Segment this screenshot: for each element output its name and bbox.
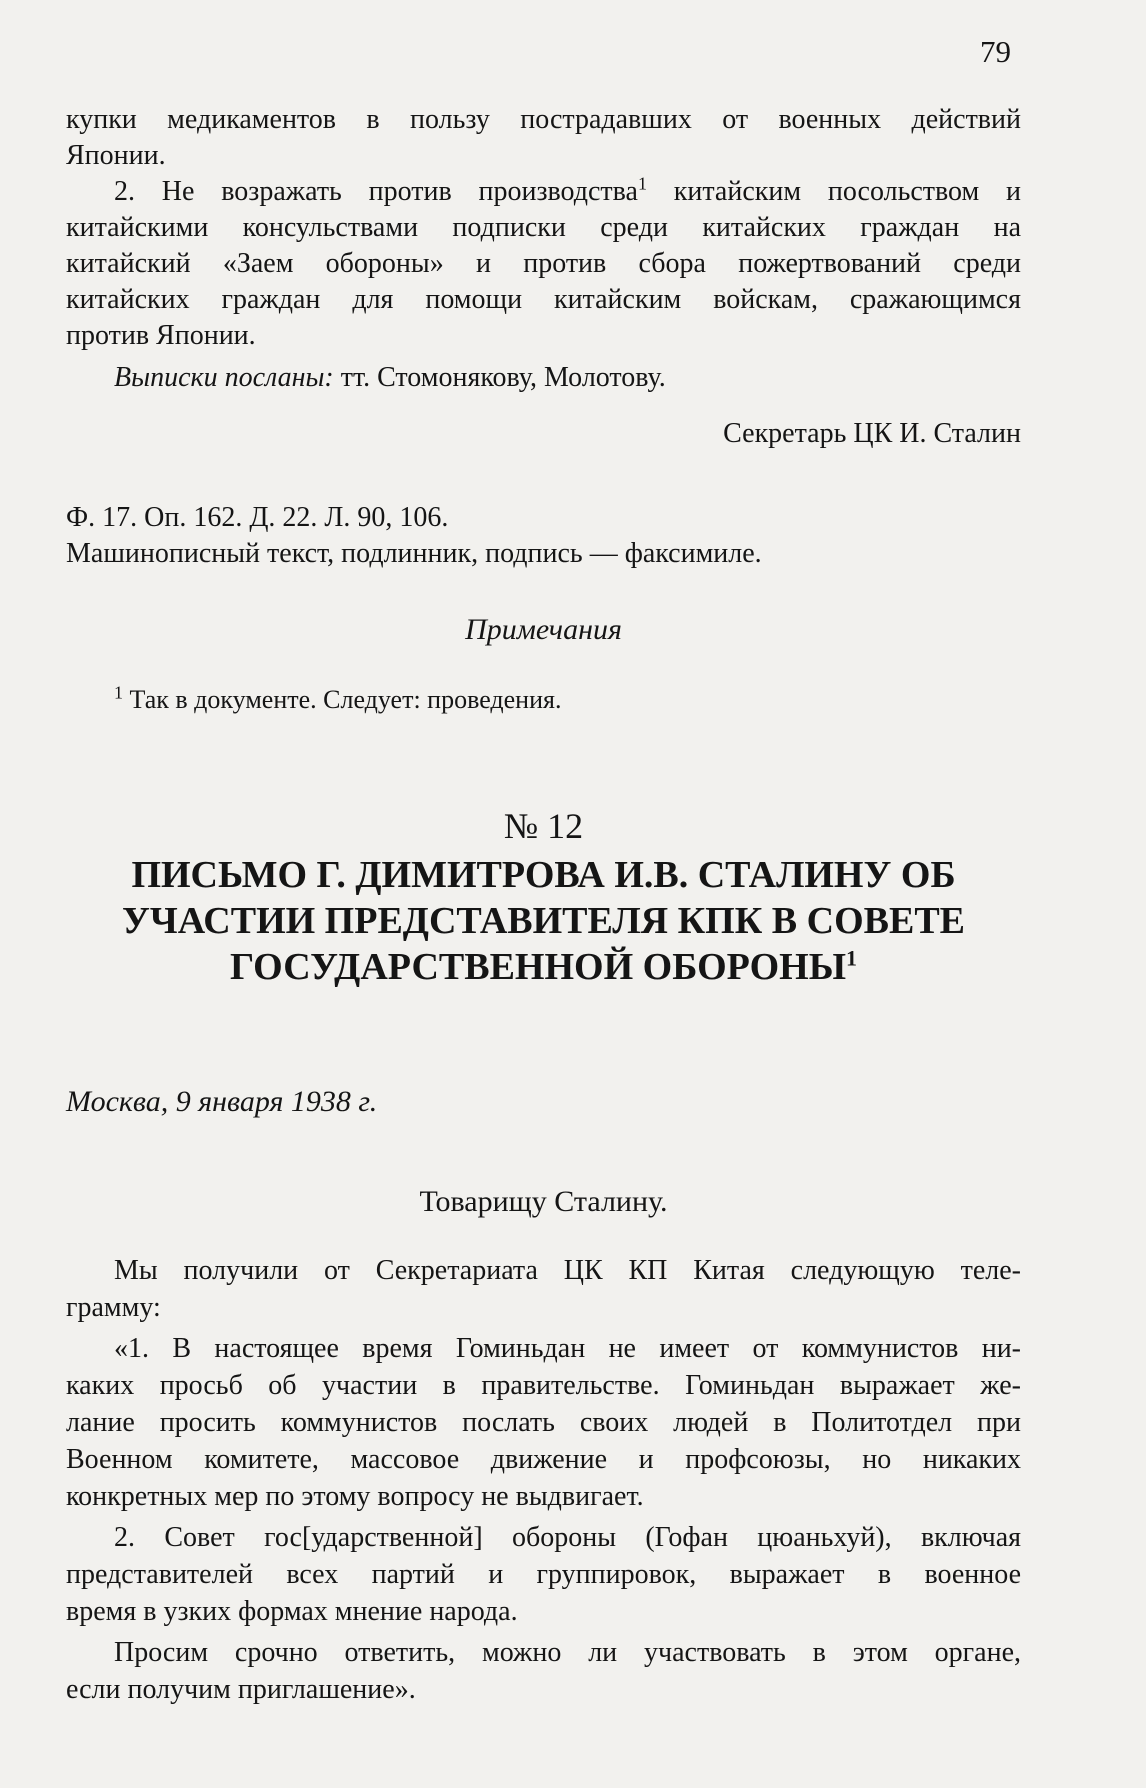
footnote-number: 1 (114, 682, 123, 703)
paragraph-1-line-1: купки медикаментов в пользу пострадавших от военных действий (66, 104, 1021, 135)
footnote-1 (66, 682, 1021, 718)
title-footnote-ref: 1 (846, 945, 858, 971)
body-p2-line-2: каких просьб об участии в правительстве. Гоминьдан выражает же- (66, 1370, 1021, 1401)
document-header (66, 808, 1021, 990)
paragraph-2-line-4: китайских граждан для помощи китайским войскам, сражающимся (66, 284, 1021, 315)
document-title (66, 852, 1021, 990)
copies-label: Выписки посланы: (114, 362, 334, 393)
body-p3-line-2: представителей всех партий и группировок, выражает в военное (66, 1559, 1021, 1590)
place-date: Москва, 9 января 1938 г. (66, 1085, 378, 1118)
place-date-section (66, 1084, 1021, 1120)
document-number: № 12 (503, 806, 584, 846)
paragraph-2-line-2: китайскими консульствами подписки среди китайских граждан на (66, 212, 1021, 243)
archive-note: Машинописный текст, подлинник, подпись — факсимиле. (66, 538, 762, 569)
footnote-text: Так в документе. Следует: проведения. (123, 685, 562, 714)
body-p1-line-2: грамму: (66, 1292, 161, 1323)
body-p3-line-3: время в узких формах мнение народа. (66, 1596, 518, 1627)
paragraph-2-text-a: 2. Не возражать против производства (114, 176, 638, 207)
paragraph-2-line-5: против Японии. (66, 320, 256, 351)
body-p2-line-3: лание просить коммунистов послать своих людей в Политотдел при (66, 1407, 1021, 1438)
copies-recipients: тт. Стомонякову, Молотову. (333, 362, 666, 393)
footnote-ref: 1 (637, 173, 647, 194)
copies-sent (66, 360, 1021, 396)
paragraph-1-line-2: Японии. (66, 140, 166, 171)
body-p3-line-1: 2. Совет гос[ударственной] обороны (Гофан цюаньхуй), включая (114, 1522, 1021, 1553)
body-p1-line-1: Мы получили от Секретариата ЦК КП Китая следующую теле- (114, 1255, 1021, 1286)
archive-ref: Ф. 17. Оп. 162. Д. 22. Л. 90, 106. (66, 502, 449, 533)
intro-section (66, 102, 1021, 452)
letter-body (66, 1252, 1021, 1708)
salutation: Товарищу Сталину. (419, 1185, 668, 1218)
salutation-section (66, 1184, 1021, 1220)
body-p2-line-5: конкретных мер по этому вопросу не выдвигает. (66, 1481, 644, 1512)
body-p4-line-1: Просим срочно ответить, можно ли участвовать в этом органе, (114, 1637, 1021, 1668)
title-line-3-text: ГОСУДАРСТВЕННОЙ ОБОРОНЫ (229, 946, 847, 988)
body-p4-line-2: если получим приглашение». (66, 1674, 416, 1705)
title-line-1: ПИСЬМО Г. ДИМИТРОВА И.В. СТАЛИНУ ОБ (131, 854, 956, 896)
title-line-2: УЧАСТИИ ПРЕДСТАВИТЕЛЯ КПК В СОВЕТЕ (121, 900, 966, 942)
paragraph-2-text-b: китайским посольством и (673, 176, 1022, 207)
notes-heading: Примечания (465, 613, 622, 646)
body-p2-line-1: «1. В настоящее время Гоминьдан не имеет от коммунистов ни- (114, 1333, 1021, 1364)
signature: Секретарь ЦК И. Сталин (723, 418, 1021, 449)
archive-section (66, 500, 1021, 572)
paragraph-2-line-3: китайский «Заем обороны» и против сбора пожертвований среди (66, 248, 1021, 279)
page-number: 79 (980, 34, 1011, 69)
title-line-3 (66, 944, 1021, 990)
paragraph-2-line-1 (66, 174, 1021, 210)
body-p2-line-4: Военном комитете, массовое движение и профсоюзы, но никаких (66, 1444, 1021, 1475)
notes-section (66, 612, 1021, 718)
